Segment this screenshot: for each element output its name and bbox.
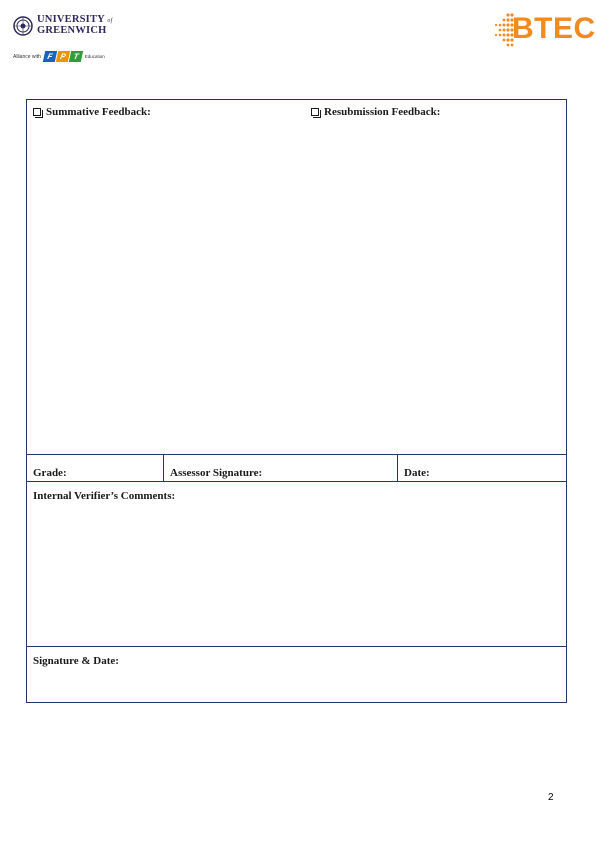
btec-dots-icon [492, 11, 514, 47]
university-of-greenwich-logo [13, 15, 123, 65]
university-crest-icon [13, 16, 33, 36]
date-cell[interactable] [398, 455, 566, 481]
summative-feedback-option[interactable] [33, 106, 151, 118]
education-text: Education [84, 54, 105, 59]
university-crest-row [13, 15, 112, 36]
date-label: Date: [404, 467, 430, 479]
university-of: of [107, 18, 113, 24]
university-name [37, 15, 112, 36]
btec-logo [492, 9, 596, 49]
university-line1: UNIVERSITY [37, 14, 105, 25]
feedback-row [27, 100, 566, 455]
grade-label: Grade: [33, 467, 67, 479]
signature-date-row[interactable] [27, 647, 566, 702]
btec-wordmark: BTEC [512, 12, 596, 45]
grade-row [27, 455, 566, 482]
signature-date-label: Signature & Date: [33, 655, 119, 667]
grade-cell[interactable] [27, 455, 164, 481]
university-line2: GREENWICH [37, 25, 107, 36]
internal-verifier-comments-row[interactable] [27, 482, 566, 647]
resubmission-feedback-label: Resubmission Feedback: [324, 106, 441, 118]
assessor-signature-label: Assessor Signature: [170, 467, 263, 479]
assessor-signature-cell[interactable] [164, 455, 398, 481]
summative-feedback-label: Summative Feedback: [46, 106, 151, 118]
fpt-f-letter: F [43, 51, 57, 62]
feedback-form-table [26, 99, 567, 703]
alliance-text: Alliance with [13, 53, 41, 60]
summative-checkbox-icon[interactable] [33, 108, 41, 116]
alliance-fpt-row [13, 51, 105, 62]
internal-verifier-label: Internal Verifier’s Comments: [33, 490, 176, 502]
fpt-t-letter: T [69, 51, 83, 62]
resubmission-feedback-option[interactable] [311, 106, 440, 118]
fpt-p-letter: P [56, 51, 70, 62]
page-number: 2 [548, 792, 554, 803]
resubmission-checkbox-icon[interactable] [311, 108, 319, 116]
